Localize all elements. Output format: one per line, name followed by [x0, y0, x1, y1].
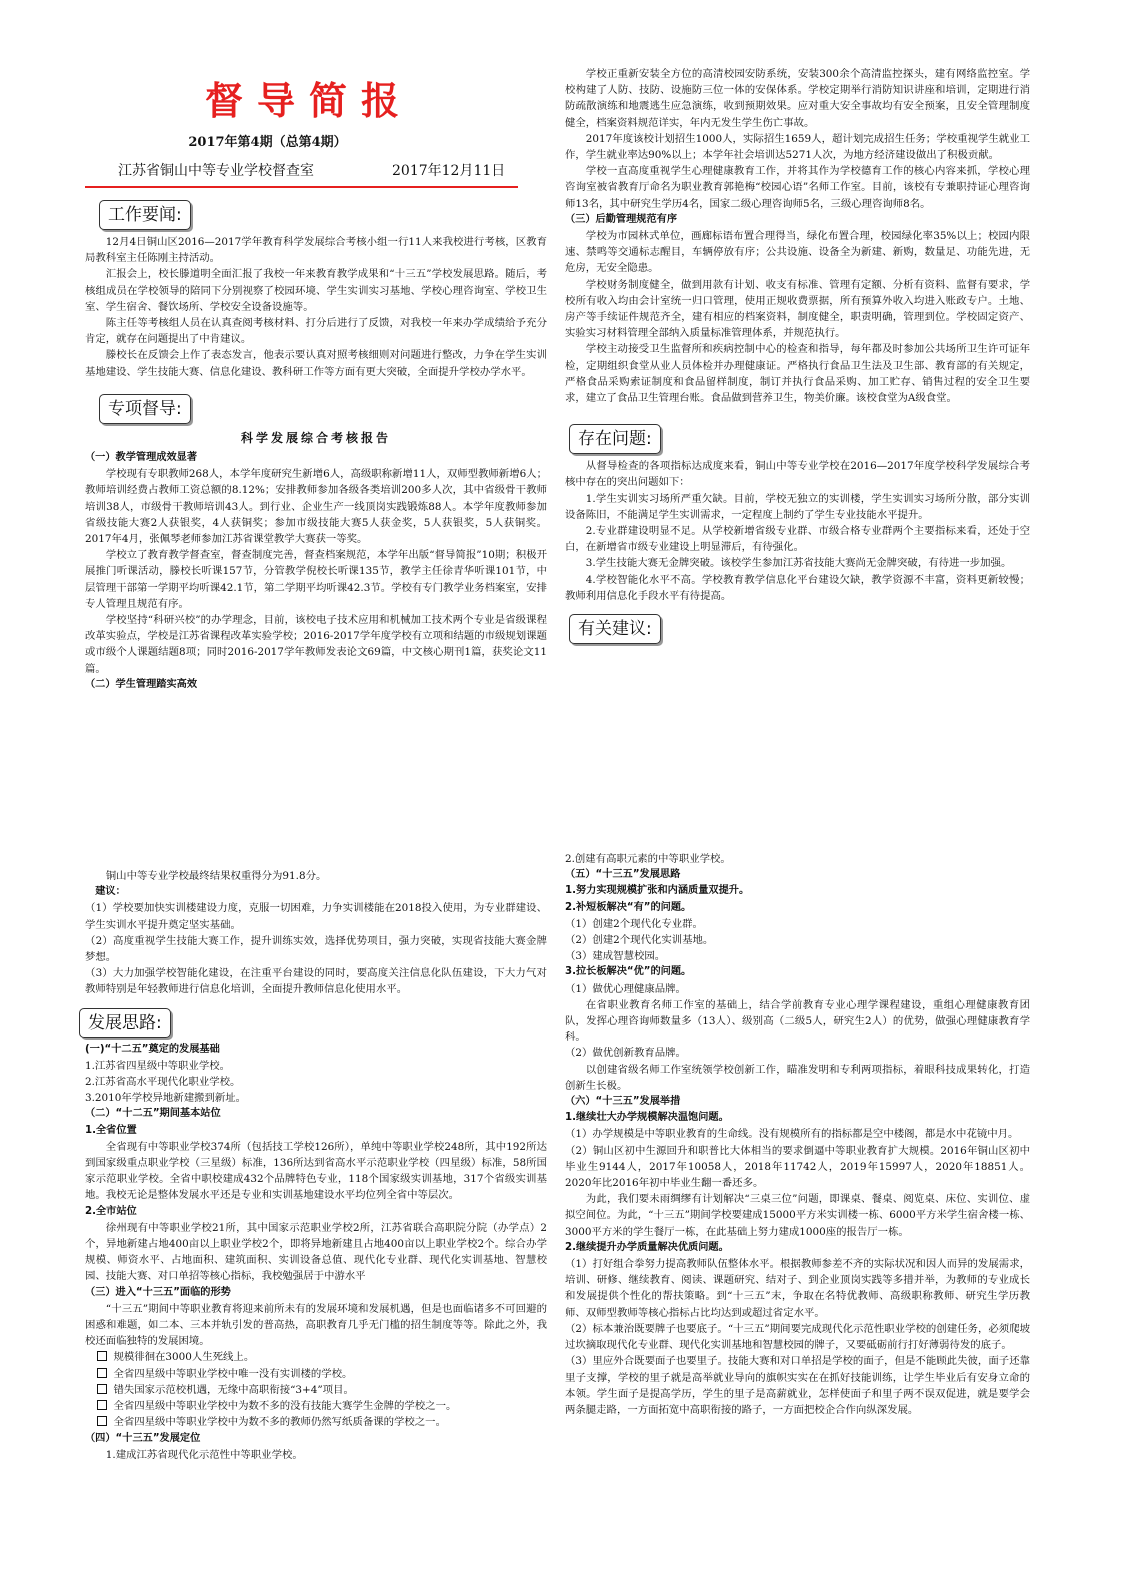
- idea-2: 2.补短板解决“有”的问题。: [565, 901, 692, 913]
- checkbox-icon: [97, 1416, 107, 1426]
- heading-province: 1.全省位置: [85, 1124, 137, 1136]
- situation-item: 全省四星级中等职业学校中为数不多的没有技能大赛学生金牌的学校之一。: [85, 1398, 547, 1414]
- position-paragraph: 全省现有中等职业学校374所（包括技工学校126所），单纯中等职业学校248所，其中192所达到国家级重点职业学校（三星级）标准，136所达到省高水平示范职业学校（四星级）标准，58所国家示范职业学校。全省中职校建成432个品牌特色专业，118个国家级实训基地，317个省级实训基地。我校无论是整体发展水平还是专业和实训基地建设水平均位列全省中等层次。: [85, 1140, 547, 1202]
- measure-2-paragraph: （1）打好组合拳努力提高教师队伍整体水平。根据教师参差不齐的实际状况和因人而异的发展需求，培训、研修、继续教育、阅读、课题研究、结对子、到企业顶岗实践等多措并举，为教师的专业成长和发展提供个性化的帮扶策略。到“十三五”末，争取在名特优教师、高级职称教师、研究生学历教师、双师型教师等核心指标占比均达到或超过省定水平。: [565, 1258, 1030, 1319]
- situation-item: 全省四星级中等职业学校中为数不多的教师仍然写纸质备课的学校之一。: [85, 1414, 547, 1430]
- measure-1-paragraph: （2）铜山区初中生源回升和职普比大体相当的要求倒逼中等职业教育扩大规模。2016年铜山区初中毕业生9144人，2017年10058人，2018年11742人，2019年15997人，2020年18851人。2020年比2016年初中毕业生翻一番还多。: [565, 1144, 1030, 1190]
- heading-student: （二）学生管理踏实高效: [85, 678, 198, 690]
- report-paragraph: 学校为市园林式单位，画廊标语布置合理得当，绿化布置合理，校园绿化率35%以上；校园内限速、禁鸣等交通标志醒目，车辆停放有序；公共设施、设备全为新建、新购，数量足、功能先进，无危房，无安全隐患。: [565, 230, 1030, 275]
- right-column-top: [565, 66, 1030, 648]
- situation-paragraph: “十三五”期间中等职业教育将迎来前所未有的发展环境和发展机遇，但是也面临诸多不可回避的困惑和难题，如二本、三本并轨引发的普高热，高职教育几乎无门槛的招生制度等等。除此之外，我校还面临独特的发展困境。: [85, 1302, 547, 1348]
- measure-1-paragraph: （1）办学规模是中等职业教育的生命线。没有规模所有的指标都是空中楼阁，都是水中花镜中月。: [565, 1128, 1019, 1141]
- news-paragraph: 汇报会上，校长滕道明全面汇报了我校一年来教育教学成果和“十三五”学校发展思路。随后，考核组成员在学校领导的陪同下分别视察了校园环境、学生实训实习基地、学校心理咨询室、学校卫生室、学生宿舍、餐饮场所、学校安全设备设施等。: [85, 268, 547, 313]
- heading-teaching: （一）教学管理成效显著: [85, 452, 198, 464]
- report-paragraph: 学校立了教育教学督查室，督查制度完善，督查档案规范，本学年出版“督导简报”10期；积极开展推门听课活动，滕校长听课157节，分管教学倪校长听课135节，教学主任徐青华听课101节，中层管理干部第一学期平均听课42.1节，第二学期平均听课42.3节。学校有专门教学业务档案室，安排专人管理且规范有序。: [85, 549, 547, 610]
- situation-item: 全省四星级中等职业学校中唯一没有实训楼的学校。: [85, 1366, 547, 1382]
- issue-number: 2017年第4期（总第4期）: [188, 135, 347, 150]
- bulletin-title: 督导简报: [205, 79, 414, 123]
- problem-paragraph: 1.学生实训实习场所严重欠缺。目前，学校无独立的实训楼，学生实训实习场所分散，部分实训设备陈旧，不能满足学生实训需求，一定程度上制约了学生专业技能水平提升。: [565, 492, 1030, 521]
- report-paragraph: 学校正重新安装全方位的高清校园安防系统，安装300余个高清监控探头，建有网络监控室。学校构建了人防、技防、设施防三位一体的安保体系。学校定期举行消防知识讲座和培训，定期进行消防疏散演练和地震逃生应急演练，收到预期效果。应对重大安全事故均有安全预案，且安全管理制度健全，档案资料规范详实，年内无发生学生伤亡事故。: [565, 68, 1030, 129]
- position-paragraph: 徐州现有中等职业学校21所，其中国家示范职业学校2所，江苏省联合高职院分院（办学点）2个，异地新建占地400亩以上职业学校2个，即将异地新建且占地400亩以上职业学校2个。综合办学规模、师资水平、占地面积、建筑面积、实训设备总值、现代化专业群、现代化实训基地、智慧校园、技能大赛、对口单招等核心指标，我校勉强居于中游水平: [85, 1221, 547, 1283]
- idea-3-item: （1）做优心理健康品牌。: [565, 982, 686, 995]
- foundation-item: 2.江苏省高水平现代化职业学校。: [85, 1076, 241, 1089]
- section-special: 专项督导:: [99, 394, 191, 424]
- measure-2-paragraph: （3）里应外合既要面子也要里子。技能大赛和对口单招是学校的面子，但是不能顾此失彼，面子还靠里子支撑，学校的里子就是高举就业导向的旗帜实实在在抓好技能训练，让学生毕业后有安身立命的本领。学生面子是提高学历，学生的里子是高薪就业，怎样使面子和里子两不误双促进，就是要学会两条腿走路，一方面拓宽中高职衔接的路子，一方面把校企合作向纵深发展。: [565, 1355, 1030, 1416]
- news-paragraph: 12月4日铜山区2016—2017学年教育科学发展综合考核小组一行11人来我校进行考核，区教育局教科室主任陈刚主持活动。: [85, 236, 547, 265]
- idea-3-paragraph: 在省职业教育名师工作室的基础上，结合学前教育专业心理学课程建设，重组心理健康教育团队，发挥心理咨询师数量多（13人）、级别高（二级5人，研究生2人）的优势，做强心理健康教育学科。: [565, 998, 1030, 1044]
- heading-situation: （三）进入“十三五”面临的形势: [85, 1286, 231, 1298]
- heading-city: 2.全市站位: [85, 1205, 137, 1217]
- foundation-item: 3.2010年学校异地新建搬到新址。: [85, 1092, 247, 1105]
- checkbox-icon: [97, 1351, 107, 1361]
- advice-label: 建议：: [95, 886, 126, 898]
- situation-item: 规模徘徊在3000人生死线上。: [85, 1349, 547, 1365]
- measure-1-paragraph: 为此，我们要未雨绸缪有计划解决“三桌三位”问题，即课桌、餐桌、阅览桌、床位、实训位、虚拟空间位。为此，“十三五”期间学校要建成15000平方米实训楼一栋、6000平方米学生宿舍楼一栋、3000平方米的学生餐厅一栋，在此基础上努力建成1000座的报告厅一栋。: [565, 1193, 1030, 1238]
- section-advice: 有关建议:: [569, 614, 661, 644]
- section-development: 发展思路:: [79, 1008, 171, 1038]
- idea-2-item: （1）创建2个现代化专业群。: [565, 917, 703, 930]
- problem-paragraph: 2.专业群建设明显不足。从学校新增省级专业群、市级合格专业群两个主要指标来看，还处于空白，在新增省市级专业建设上明显滞后，有待强化。: [565, 525, 1030, 554]
- heading-position: （二）“十二五”期间基本站位: [85, 1108, 221, 1120]
- idea-1: 1.努力实现规模扩张和内涵质量双提升。: [565, 885, 750, 897]
- issue-date: 2017年12月11日: [392, 163, 506, 179]
- orientation-item: 2.创建有高职元素的中等职业学校。: [565, 853, 731, 865]
- problem-paragraph: 4.学校智能化水平不高。学校教育教学信息化平台建设欠缺，教学资源不丰富，资料更新较慢；教师利用信息化手段水平有待提高。: [565, 573, 1030, 602]
- report-paragraph: 学校主动接受卫生监督所和疾病控制中心的检查和指导，每年都及时参加公共场所卫生许可证年检，定期组织食堂从业人员体检并办理健康证。严格执行食品卫生法及卫生部、教育部的有关规定，严格食品采购索证制度和食品留样制度，制订并执行食品采购、加工贮存、销售过程的安全卫生要求，建立了食品卫生管理台账。食品做到营养卫生，物美价廉。该校食堂为A级食堂。: [565, 343, 1030, 405]
- situation-item: 错失国家示范校机遇，无缘中高职衔接“3+4”项目。: [85, 1382, 547, 1398]
- office-name: 江苏省铜山中等专业学校督查室: [118, 163, 314, 179]
- problem-paragraph: 从督导检查的各项指标达成度来看，铜山中等专业学校在2016—2017年度学校科学发展综合考核中存在的突出问题如下：: [565, 460, 1030, 489]
- report-paragraph: 学校现有专职教师268人，本学年度研究生新增6人，高级职称新增11人，双师型教师新增6人；教师培训经费占教师工资总额的8.12%；安排教师参加各级各类培训200多人次，其中省级骨干教师培训38人，市级骨干教师培训43人。到行业、企业生产一线顶岗实践锻炼88人。本学年度教师参加省级技能大赛2人获银奖，4人获铜奖；参加市级技能大赛5人获金奖，5人获银奖，5人获铜奖。2017年4月，张佩琴老师参加江苏省课堂教学大赛获一等奖。: [85, 468, 547, 546]
- heading-ideas: （五）“十三五”发展思路: [565, 869, 681, 881]
- measure-1: 1.继续壮大办学规模解决温饱问题。: [565, 1112, 729, 1124]
- heading-orientation: （四）“十三五”发展定位: [85, 1432, 201, 1444]
- advice-item: （1）学校要加快实训楼建设力度，克服一切困难，力争实训楼能在2018投入使用，为专业群建设、学生实训水平提升奠定坚实基础。: [85, 902, 547, 931]
- section-work-news: 工作要闻:: [99, 200, 191, 230]
- idea-2-item: （2）创建2个现代化实训基地。: [565, 934, 714, 947]
- problem-paragraph: 3.学生技能大赛无金牌突破。该校学生参加江苏省技能大赛尚无金牌突破，有待进一步加强。: [585, 557, 1012, 570]
- report-title: 科学发展综合考核报告: [240, 430, 391, 445]
- left-column-top: [85, 196, 547, 693]
- score-line: 铜山中等专业学校最终结果权重得分为91.8分。: [105, 870, 327, 882]
- advice-item: （2）高度重视学生技能大赛工作，提升训练实效，选择优势项目，强力突破，实现省技能大赛金牌梦想。: [85, 934, 547, 964]
- measure-2-paragraph: （2）标本兼治既要牌子也要底子。“十三五”期间要完成现代化示范性职业学校的创建任务，必须爬坡过坎摘取现代化专业群、现代化实训基地和智慧校园的牌子，又要砥砺前行打好薄弱待发的底子。: [565, 1322, 1030, 1352]
- report-paragraph: 学校财务制度健全，做到用款有计划、收支有标准、管理有定额、分析有资料、监督有要求，学校所有收入均由会计室统一归口管理，使用正规收费票据，所有预算外收入均进入账政专户。土地、房产等手续证件规范齐全，建有相应的档案资料，制度健全，职责明确，管理到位。学校固定资产、实验实习材料管理全部纳入质量标准管理体系，并规范执行。: [565, 278, 1030, 340]
- checkbox-icon: [97, 1400, 107, 1410]
- idea-3-paragraph: 以创建省级名师工作室统领学校创新工作，瞄准发明和专利两项指标，着眼科技成果转化，打造创新生长极。: [565, 1063, 1030, 1092]
- report-paragraph: 学校一直高度重视学生心理健康教育工作，并将其作为学校德育工作的核心内容来抓，学校心理咨询室被省教育厅命名为职业教育郭艳梅“校园心语”名师工作室。目前，该校有专兼职持证心理咨询师13名，其中研究生学历4名，国家二级心理咨询师5名，三级心理咨询师8名。: [565, 165, 1030, 210]
- heading-foundation: (一)“十二五”奠定的发展基础: [85, 1043, 220, 1055]
- report-paragraph: 2017年度该校计划招生1000人，实际招生1659人，超计划完成招生任务；学校重视学生就业工作，学生就业率达90%以上；本学年社会培训达5271人次，为地方经济建设做出了积极贡献。: [565, 132, 1030, 162]
- left-column-bottom: [85, 868, 547, 1463]
- measure-2: 2.继续提升办学质量解决优质问题。: [565, 1241, 729, 1253]
- right-column-bottom: [565, 851, 1030, 1418]
- news-paragraph: 滕校长在反馈会上作了表态发言，他表示要认真对照考核细则对问题进行整改，力争在学生实训基地建设、学生技能大赛、信息化建设、教科研工作等方面有更大突破，全面提升学校办学水平。: [85, 349, 547, 378]
- heading-logistics: （三）后勤管理规范有序: [565, 213, 678, 225]
- orientation-item: 1.建成江苏省现代化示范性中等职业学校。: [105, 1448, 303, 1461]
- section-problems: 存在问题:: [569, 424, 661, 454]
- header-rule: [85, 186, 518, 188]
- advice-item: （3）大力加强学校智能化建设，在注重平台建设的同时，要高度关注信息化队伍建设，下大力气对教师特别是年轻教师进行信息化培训，全面提升教师信息化使用水平。: [85, 967, 547, 996]
- report-paragraph: 学校坚持“科研兴校”的办学理念，目前，该校电子技术应用和机械加工技术两个专业是省级课程改革实验点，学校是江苏省课程改革实验学校；2016-2017学年度学校有立项和结题的市级规划课题或市级个人课题结题8项；同时2016-2017学年教师发表论文69篇，中文核心期刊1篇，获奖论文11篇。: [85, 614, 547, 675]
- idea-2-item: （3）建成智慧校园。: [565, 950, 666, 963]
- checkbox-icon: [97, 1384, 107, 1394]
- foundation-item: 1.江苏省四星级中等职业学校。: [85, 1059, 230, 1072]
- heading-measures: （六）“十三五”发展举措: [565, 1096, 681, 1108]
- idea-3-item: （2）做优创新教育品牌。: [565, 1047, 686, 1060]
- idea-3: 3.拉长板解决“优”的问题。: [565, 966, 692, 978]
- checkbox-icon: [97, 1368, 107, 1378]
- news-paragraph: 陈主任等考核组人员在认真查阅考核材料、打分后进行了反馈，对我校一年来办学成绩给予充分肯定，就存在问题提出了中肯建议。: [85, 317, 547, 346]
